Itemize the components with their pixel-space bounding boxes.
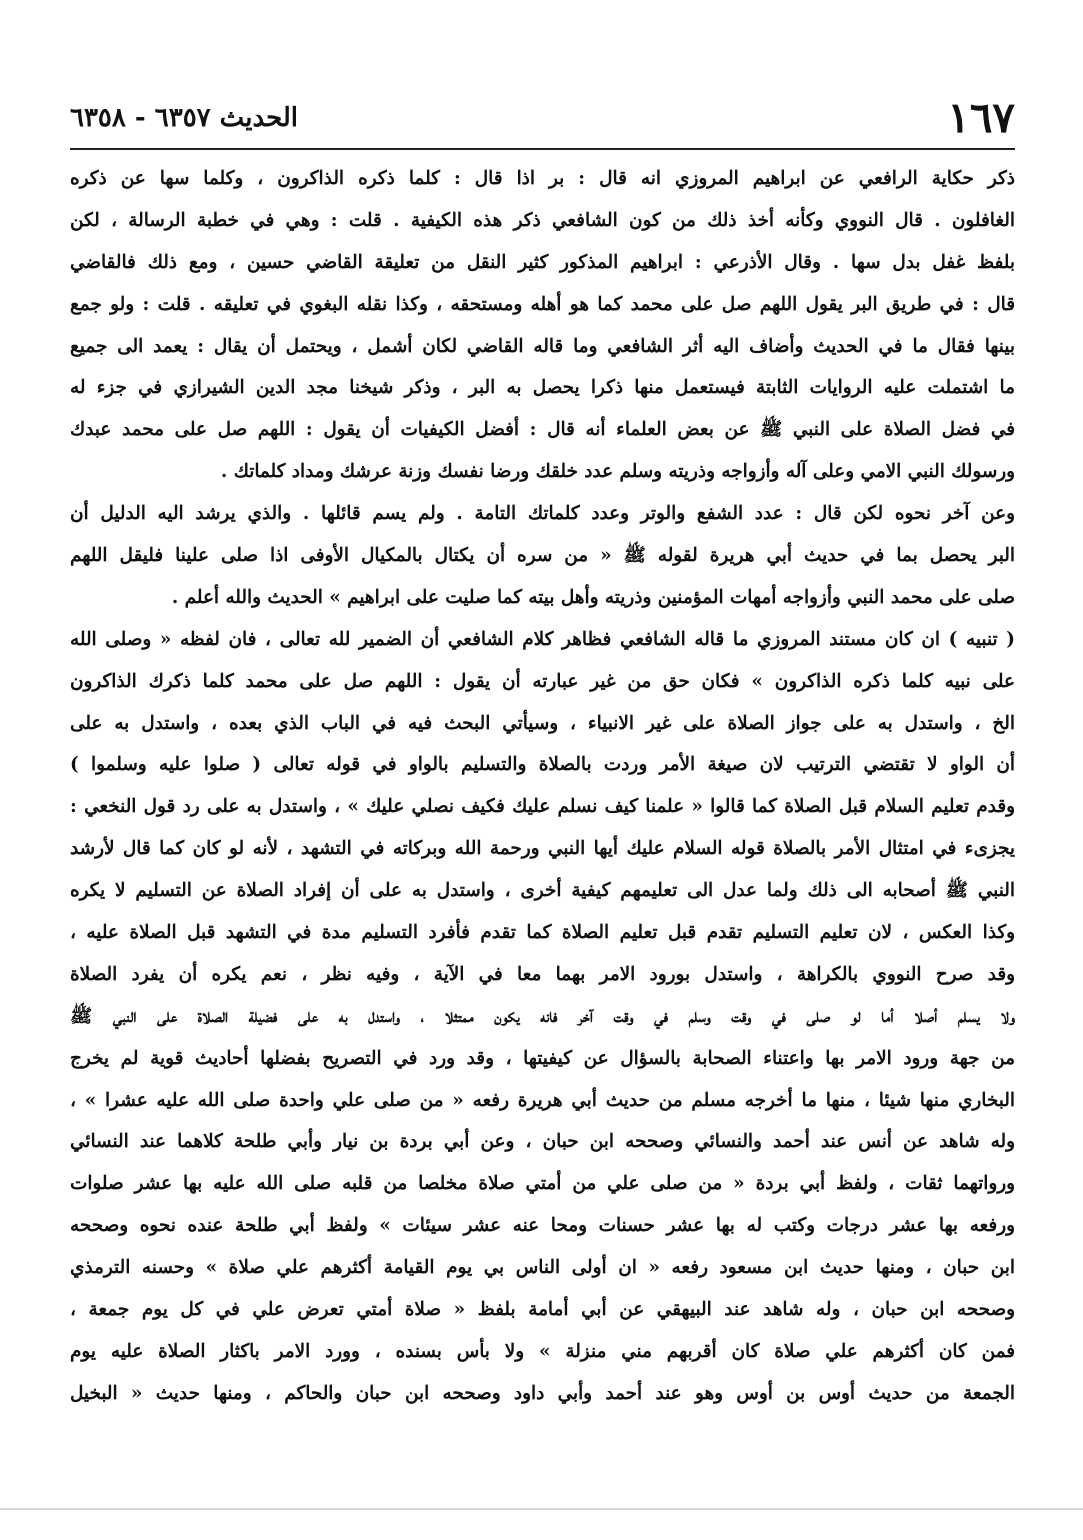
body-text bbox=[70, 158, 1015, 1415]
text-line: الغافلون . قال النووي وكأنه أخذ ذلك من كون الشافعي ذكر هذه الكيفية . قلت : وهي في خطبة الرسالة ، لكن bbox=[70, 209, 1015, 231]
text-line: على نبيه كلما ذكره الذاكرون » فكان حق من غير عبارته أن يقول : اللهم صل على محمد كلما ذكرك الذاكرون bbox=[70, 670, 1015, 692]
text-line: الخ ، واستدل به على جواز الصلاة على غير الانبياء ، وسيأتي البحث فيه في الباب الذي بعده ، واستدل به على bbox=[70, 712, 1015, 734]
text-line: قال : في طريق البر يقول اللهم صل على محمد كما هو أهله ومستحقه ، وكذا نقله البغوي في تعليقه . قلت : ولو جمع bbox=[70, 293, 1015, 315]
text-line: ( تنبيه ) ان كان مستند المروزي ما قاله الشافعي فظاهر كلام الشافعي أن الضمير لله تعالى ، فان لفظه « وصلى الله bbox=[70, 628, 1015, 650]
text-line: وكذا العكس ، لان تعليم التسليم تقدم قبل تعليم الصلاة كما تقدم فأفرد التسليم مدة في التشهد قبل الصلاة عليه ، bbox=[70, 922, 1015, 944]
text-line: ذكر حكاية الرافعي عن ابراهيم المروزي انه قال : بر اذا قال : كلما ذكره الذاكرون ، وكلما سها عن ذكره bbox=[70, 168, 1015, 189]
text-line: ما اشتملت عليه الروايات الثابتة فيستعمل منها ذكرا يحصل به البر ، وذكر شيخنا مجد الدين الشيرازي في جزء له bbox=[70, 377, 1015, 399]
text-line: البخاري منها شيئا ، منها ما أخرجه مسلم من حديث أبي هريرة رفعه « من صلى علي واحدة صلى الله عليه عشرا » ، bbox=[70, 1089, 1015, 1111]
text-line: من جهة ورود الامر بها واعتناء الصحابة بالسؤال عن كيفيتها ، وقد ورد في التصريح بفضلها أحاديث قوية لم يخرج bbox=[70, 1047, 1015, 1069]
text-line: صلى على محمد النبي وأزواجه أمهات المؤمنين وذريته وأهل بيته كما صليت على ابراهيم » الحديث والله أعلم . bbox=[171, 586, 1015, 608]
running-head: الحديث ٦٣٥٧ - ٦٣٥٨ bbox=[70, 103, 299, 133]
text-line: وله شاهد عن أنس عند أحمد والنسائي وصححه ابن حبان ، وعن أبي بردة بن نيار وأبي طلحة كلاهما عند النسائي bbox=[70, 1131, 1015, 1153]
text-line: يجزىء في امتثال الأمر بالصلاة قوله السلام عليك أيها النبي ورحمة الله وبركاته في التشهد ، لأنه لو كان كما قال لأرشد bbox=[70, 838, 1015, 860]
text-line: في فضل الصلاة على النبي ﷺ عن بعض العلماء أنه قال : أفضل الكيفيات أن يقول : اللهم صل على محمد عبدك bbox=[70, 419, 1015, 441]
text-line: ورسولك النبي الامي وعلى آله وأزواجه وذريته وسلم عدد خلقك ورضا نفسك وزنة عرشك ومداد كلماتك . bbox=[220, 461, 1015, 483]
text-line: ابن حبان ، ومنها حديث ابن مسعود رفعه « ان أولى الناس بي يوم القيامة أكثرهم علي صلاة » وحسنه الترمذي bbox=[70, 1257, 1015, 1279]
text-line: فمن كان أكثرهم علي صلاة كان أقربهم مني منزلة » ولا بأس بسنده ، وورد الامر باكثار الصلاة عليه يوم bbox=[70, 1340, 1015, 1362]
scan-edge bbox=[0, 1508, 1083, 1510]
text-line: وقد صرح النووي بالكراهة ، واستدل بورود الامر بهما معا في الآية ، وفيه نظر ، نعم يكره أن يفرد الصلاة bbox=[70, 963, 1015, 985]
text-line: وعن آخر نحوه لكن قال : عدد الشفع والوتر وعدد كلماتك التامة . ولم يسم قائلها . والذي يرشد اليه الدليل أن bbox=[70, 503, 1015, 525]
text-line: الجمعة من حديث أوس بن أوس وهو عند أحمد وأبي داود وصححه ابن حبان والحاكم ، ومنها حديث « البخيل bbox=[70, 1382, 1015, 1404]
text-line: أن الواو لا تقتضي الترتيب لان صيغة الأمر وردت بالصلاة والتسليم بالواو في قوله تعالى ( صلوا عليه وسلموا ) bbox=[70, 754, 1015, 776]
page-number: ١٦٧ bbox=[947, 93, 1015, 142]
text-line: وصححه ابن حبان ، وله شاهد عند البيهقي عن أبي أمامة بلفظ « صلاة أمتي تعرض علي في كل يوم جمعة ، bbox=[70, 1299, 1015, 1321]
text-line: وقدم تعليم السلام قبل الصلاة كما قالوا « علمنا كيف نسلم عليك فكيف نصلي عليك » ، واستدل به على رد قول النخعي : bbox=[70, 796, 1015, 818]
text-line: بينها فقال ما في الحديث وأضاف اليه أثر الشافعي وما قاله القاضي لكان أشمل ، ويحتمل أن يقال : يعمد الى جميع bbox=[70, 335, 1015, 357]
header-rule bbox=[70, 148, 1015, 150]
text-line: ورفعه بها عشر درجات وكتب له بها عشر حسنات ومحا عنه عشر سيئات » ولفظ أبي طلحة عنده نحوه وصححه bbox=[70, 1215, 1015, 1237]
text-line: البر يحصل بما في حديث أبي هريرة لقوله ﷺ « من سره أن يكتال بالمكيال الأوفى اذا صلى علينا فليقل اللهم bbox=[70, 545, 1015, 567]
text-line: ورواتهما ثقات ، ولفظ أبي بردة « من صلى علي من أمتي صلاة مخلصا من قلبه صلى الله عليه بها عشر صلوات bbox=[70, 1173, 1015, 1195]
text-line: ولا يسلم أصلا أما لو صلى في وقت وسلم في وقت آخر فانه يكون ممتثلا ، واستدل به على فضيلة الصلاة على النبي ﷺ bbox=[70, 1005, 1015, 1027]
page-header bbox=[70, 92, 1015, 144]
text-line: النبي ﷺ أصحابه الى ذلك ولما عدل الى تعليمهم كيفية أخرى ، واستدل به على أن إفراد الصلاة عن التسليم لا يكره bbox=[70, 880, 1015, 902]
text-line: بلفظ غفل بدل سها . وقال الأذرعي : ابراهيم المذكور كثير النقل من تعليقة القاضي حسين ، ومع ذلك فالقاضي bbox=[70, 251, 1015, 273]
